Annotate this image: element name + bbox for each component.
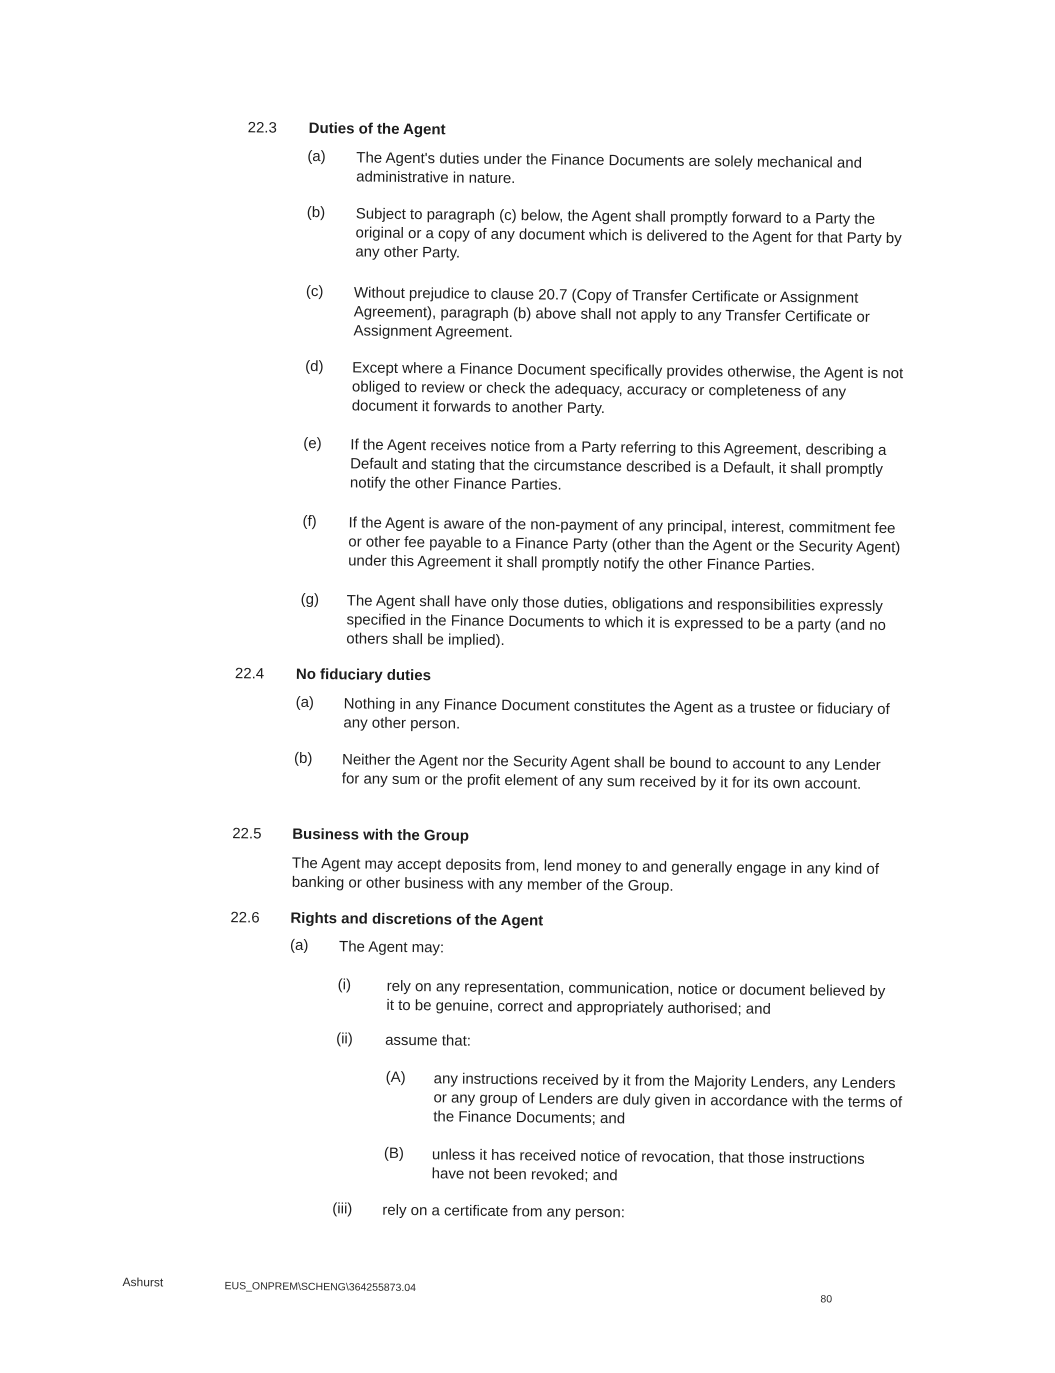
section-body: The Agent may accept deposits from, lend money to and generally engage in any kind of banking or other business with any member of the Group. — [291, 854, 880, 895]
item-label: (b) — [306, 203, 326, 222]
subsubitem-text: any instructions received by it from the Majority Lenders, any Lenders or any group of Lenders are duly given in accordance with the terms of the Finance Documents; and — [433, 1070, 903, 1128]
section-number: 22.4 — [234, 665, 265, 683]
section-title: Duties of the Agent — [308, 119, 446, 139]
section-title: Business with the Group — [292, 825, 470, 845]
item-label: (f) — [302, 512, 317, 531]
subitem-text: assume that: — [385, 1031, 472, 1050]
subitem-label: (ii) — [336, 1030, 353, 1048]
section-number: 22.6 — [230, 909, 260, 927]
section-title: Rights and discretions of the Agent — [290, 909, 544, 930]
subitem-label: (iii) — [332, 1200, 353, 1218]
item-text: Without prejudice to clause 20.7 (Copy of Transfer Certificate or Assignment Agreement), paragraph (b) above shall not apply to any Transfer Certificate or Assignment Agreement. — [353, 284, 870, 342]
item-label: (a) — [295, 693, 315, 712]
subsubitem-label: (B) — [383, 1144, 405, 1162]
item-text: Except where a Finance Document specifically provides otherwise, the Agent is not obliged to review or check the adequacy, accuracy or completeness of any document it forwards to another Party. — [351, 359, 904, 418]
subitem-label: (i) — [337, 976, 352, 994]
item-text: If the Agent is aware of the non-payment of any principal, interest, commitment fee or other fee payable to a Finance Party (other than the Agent or the Security Agent) under this Agreement it shall promptly notify the other Finance Parties. — [348, 514, 901, 575]
item-label: (d) — [305, 357, 324, 376]
item-label: (e) — [303, 434, 322, 453]
section-title: No fiduciary duties — [295, 665, 432, 685]
item-text: Subject to paragraph (c) below, the Agent shall promptly forward to a Party the original or a copy of any document which is delivered to the Agent for that Party by any other Party. — [355, 205, 902, 262]
item-text: The Agent's duties under the Finance Documents are solely mechanical and administrative in nature. — [356, 149, 863, 188]
section-number: 22.5 — [232, 825, 262, 843]
page-number: 80 — [820, 1293, 833, 1306]
subitem-text: rely on a certificate from any person: — [382, 1201, 626, 1222]
item-label: (c) — [305, 282, 324, 301]
item-text: Nothing in any Finance Document constitutes the Agent as a trustee or fiduciary of any other person. — [343, 695, 890, 733]
subsubitem-text: unless it has received notice of revocation, that those instructions have not been revoked; and — [431, 1146, 865, 1185]
item-text: The Agent shall have only those duties, obligations and responsibilities expressly specified in the Finance Documents to which it is expressed to be a party (and no others shall be implied). — [346, 592, 887, 650]
item-text: If the Agent receives notice from a Party referring to this Agreement, describing a Default and stating that the circumstance described is a Default, it shall promptly notify the other Finance Parties. — [349, 436, 887, 494]
subsubitem-label: (A) — [385, 1068, 406, 1086]
subitem-text: rely on any representation, communication, notice or document believed by it to be genuine, correct and appropriately authorised; and — [386, 977, 886, 1018]
item-label: (b) — [293, 749, 313, 767]
item-label: (g) — [300, 590, 320, 609]
item-text: Neither the Agent nor the Security Agent shall be bound to account to any Lender for any sum or the profit element of any sum received by it for its own account. — [341, 751, 881, 793]
item-label: (a) — [290, 936, 309, 954]
section-number: 22.3 — [247, 119, 277, 137]
footer-reference: EUS_ONPREM\SCHENG\364255873.04 — [224, 1280, 417, 1295]
item-label: (a) — [307, 147, 326, 166]
item-text: The Agent may: — [338, 938, 445, 957]
footer-brand: Ashurst — [122, 1275, 164, 1290]
